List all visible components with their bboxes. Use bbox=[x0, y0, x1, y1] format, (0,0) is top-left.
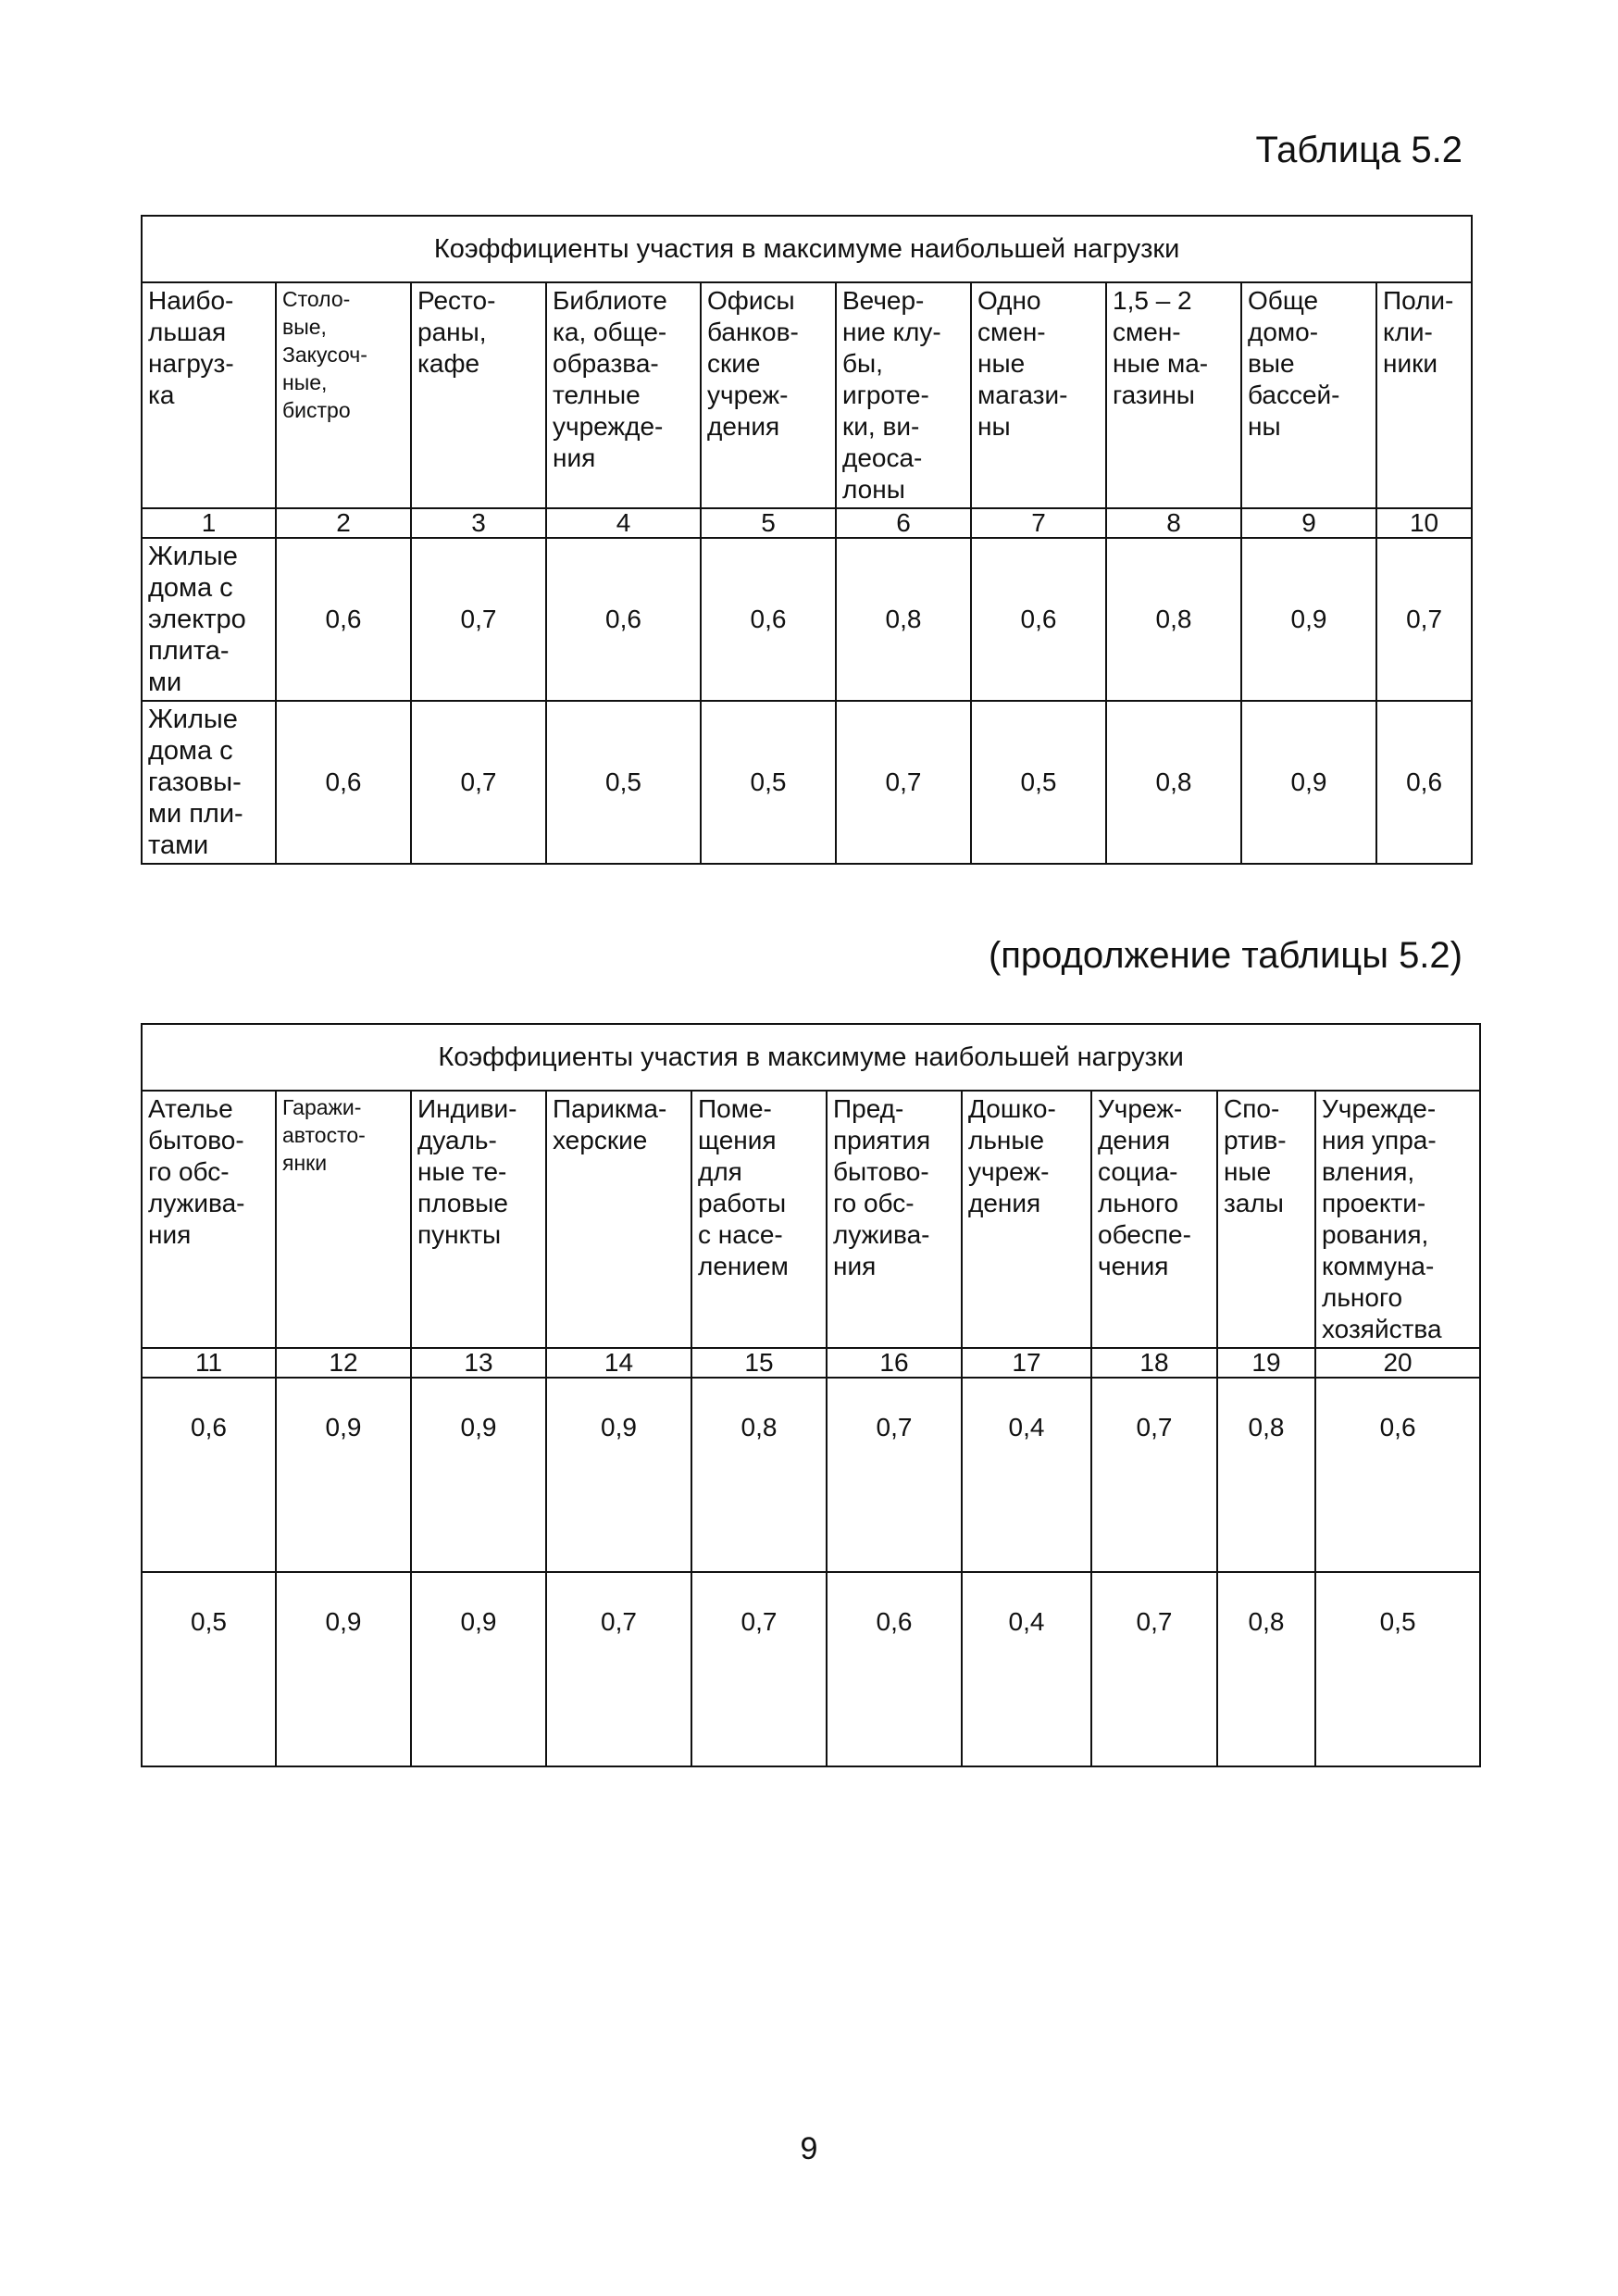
value-cell: 0,9 bbox=[276, 1378, 411, 1572]
value-cell: 0,6 bbox=[546, 538, 701, 701]
value-cell: 0,7 bbox=[836, 701, 971, 864]
column-number: 2 bbox=[276, 508, 411, 538]
column-number: 8 bbox=[1106, 508, 1241, 538]
value-cell: 0,7 bbox=[827, 1378, 962, 1572]
value-cell: 0,7 bbox=[691, 1572, 827, 1766]
table-caption: Коэффициенты участия в максимуме наибольшей нагрузки bbox=[142, 1024, 1480, 1091]
column-number: 19 bbox=[1217, 1348, 1315, 1378]
column-number: 11 bbox=[142, 1348, 276, 1378]
value-cell: 0,6 bbox=[827, 1572, 962, 1766]
column-number: 6 bbox=[836, 508, 971, 538]
value-cell: 0,5 bbox=[701, 701, 836, 864]
row-label: Жилые дома с электро плита- ми bbox=[142, 538, 276, 701]
value-cell: 0,7 bbox=[1376, 538, 1472, 701]
value-cell: 0,8 bbox=[836, 538, 971, 701]
value-cell: 0,9 bbox=[411, 1378, 546, 1572]
value-cell: 0,5 bbox=[971, 701, 1106, 864]
header-cell: Ресто- раны, кафе bbox=[411, 282, 546, 508]
value-cell: 0,9 bbox=[1241, 701, 1376, 864]
column-number: 20 bbox=[1315, 1348, 1480, 1378]
header-cell: Учреж- дения социа- льного обеспе- чения bbox=[1091, 1091, 1217, 1348]
value-cell: 0,9 bbox=[411, 1572, 546, 1766]
value-cell: 0,8 bbox=[1106, 701, 1241, 864]
table-row bbox=[142, 538, 1472, 701]
column-number: 1 bbox=[142, 508, 276, 538]
value-cell: 0,7 bbox=[546, 1572, 691, 1766]
header-cell: Столо- вые, Закусоч- ные, бистро bbox=[276, 282, 411, 508]
table-row bbox=[142, 1572, 1480, 1766]
column-number: 4 bbox=[546, 508, 701, 538]
table-row bbox=[142, 701, 1472, 864]
header-cell: Учрежде- ния упра- вления, проекти- рования, коммуна- льного хозяйства bbox=[1315, 1091, 1480, 1348]
table-caption: Коэффициенты участия в максимуме наибольшей нагрузки bbox=[142, 216, 1472, 282]
header-cell: Наибо- льшая нагруз- ка bbox=[142, 282, 276, 508]
header-cell: Пред- приятия бытово- го обс- лужива- ния bbox=[827, 1091, 962, 1348]
column-number: 5 bbox=[701, 508, 836, 538]
header-cell: Офисы банков- ские учреж- дения bbox=[701, 282, 836, 508]
value-cell: 0,7 bbox=[411, 701, 546, 864]
header-cell: Одно смен- ные магази- ны bbox=[971, 282, 1106, 508]
value-cell: 0,4 bbox=[962, 1572, 1091, 1766]
coefficients-table-part1 bbox=[141, 215, 1473, 865]
column-number: 12 bbox=[276, 1348, 411, 1378]
value-cell: 0,6 bbox=[971, 538, 1106, 701]
value-cell: 0,4 bbox=[962, 1378, 1091, 1572]
value-cell: 0,5 bbox=[1315, 1572, 1480, 1766]
value-cell: 0,6 bbox=[1376, 701, 1472, 864]
header-cell: Спо- ртив- ные залы bbox=[1217, 1091, 1315, 1348]
value-cell: 0,5 bbox=[546, 701, 701, 864]
column-number: 10 bbox=[1376, 508, 1472, 538]
header-cell: Гаражи- автосто- янки bbox=[276, 1091, 411, 1348]
value-cell: 0,7 bbox=[411, 538, 546, 701]
value-cell: 0,6 bbox=[701, 538, 836, 701]
column-number: 13 bbox=[411, 1348, 546, 1378]
value-cell: 0,6 bbox=[276, 701, 411, 864]
value-cell: 0,7 bbox=[1091, 1572, 1217, 1766]
coefficients-table-part2 bbox=[141, 1023, 1481, 1767]
value-cell: 0,9 bbox=[546, 1378, 691, 1572]
value-cell: 0,8 bbox=[1217, 1572, 1315, 1766]
page-number: 9 bbox=[800, 2131, 818, 2166]
value-cell: 0,6 bbox=[142, 1378, 276, 1572]
value-cell: 0,9 bbox=[1241, 538, 1376, 701]
table-row bbox=[142, 1378, 1480, 1572]
header-cell: Дошко- льные учреж- дения bbox=[962, 1091, 1091, 1348]
header-cell: Индиви- дуаль- ные те- пловые пункты bbox=[411, 1091, 546, 1348]
table-title: Таблица 5.2 bbox=[1255, 130, 1462, 170]
header-cell: Обще домо- вые бассей- ны bbox=[1241, 282, 1376, 508]
value-cell: 0,9 bbox=[276, 1572, 411, 1766]
column-number: 18 bbox=[1091, 1348, 1217, 1378]
value-cell: 0,7 bbox=[1091, 1378, 1217, 1572]
header-cell: 1,5 – 2 смен- ные ма- газины bbox=[1106, 282, 1241, 508]
column-number: 17 bbox=[962, 1348, 1091, 1378]
continuation-title: (продолжение таблицы 5.2) bbox=[988, 935, 1462, 976]
column-number: 14 bbox=[546, 1348, 691, 1378]
column-number: 9 bbox=[1241, 508, 1376, 538]
value-cell: 0,6 bbox=[1315, 1378, 1480, 1572]
header-cell: Парикма- херские bbox=[546, 1091, 691, 1348]
header-cell: Ателье бытово- го обс- лужива- ния bbox=[142, 1091, 276, 1348]
column-number: 16 bbox=[827, 1348, 962, 1378]
column-number: 3 bbox=[411, 508, 546, 538]
value-cell: 0,6 bbox=[276, 538, 411, 701]
header-cell: Поме- щения для работы с насе- лением bbox=[691, 1091, 827, 1348]
value-cell: 0,8 bbox=[1217, 1378, 1315, 1572]
value-cell: 0,8 bbox=[1106, 538, 1241, 701]
header-cell: Вечер- ние клу- бы, игроте- ки, ви- деоса- лоны bbox=[836, 282, 971, 508]
column-number: 15 bbox=[691, 1348, 827, 1378]
value-cell: 0,8 bbox=[691, 1378, 827, 1572]
row-label: Жилые дома с газовы- ми пли- тами bbox=[142, 701, 276, 864]
column-number: 7 bbox=[971, 508, 1106, 538]
value-cell: 0,5 bbox=[142, 1572, 276, 1766]
header-cell: Библиоте ка, обще- образва- телные учрежде- ния bbox=[546, 282, 701, 508]
header-cell: Поли- кли- ники bbox=[1376, 282, 1472, 508]
